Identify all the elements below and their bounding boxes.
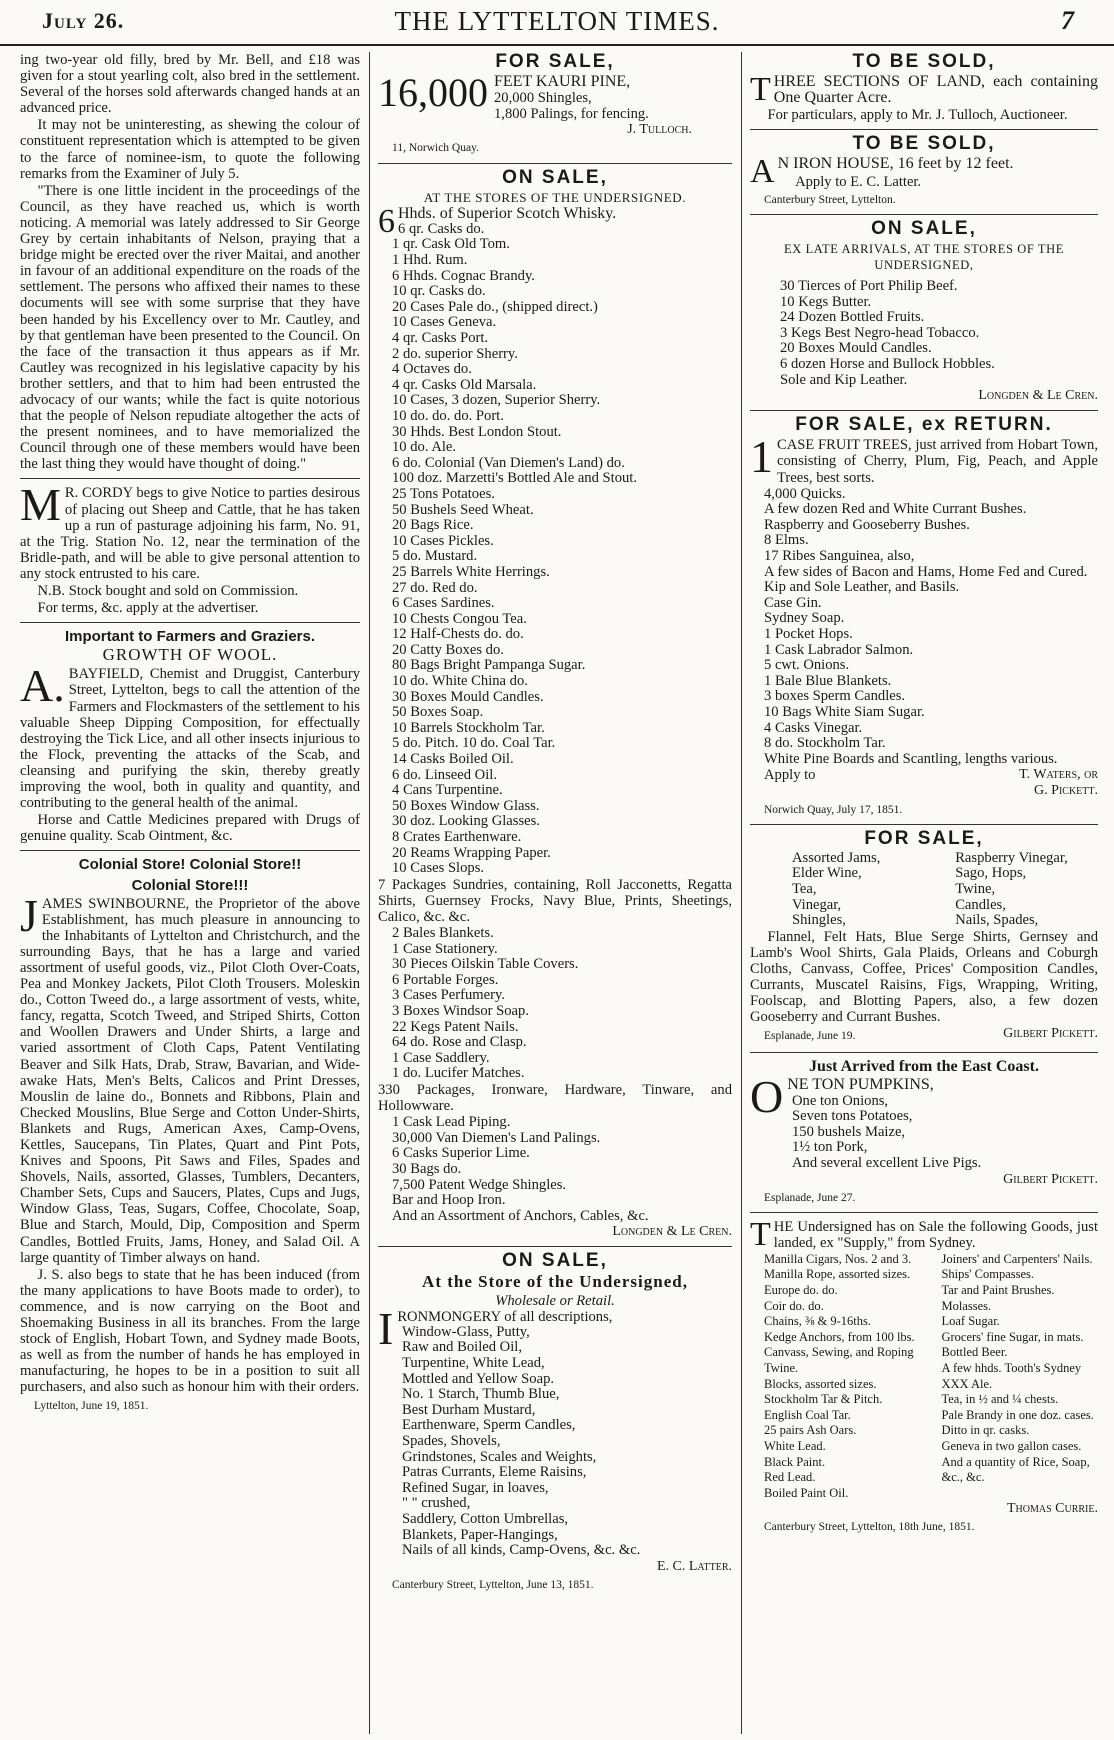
list-item: 1 Case Saddlery.	[392, 1049, 490, 1066]
list-item: Twine,	[955, 880, 996, 897]
list-item: 10 qr. Casks do.	[392, 283, 486, 300]
signature: Gilbert Pickett.	[1003, 1026, 1098, 1042]
dropcap: T	[750, 71, 771, 109]
dateline: Canterbury Street, Lyttelton, June 13, 1851.	[392, 1578, 594, 1591]
advert-text: HREE SECTIONS OF LAND, each containing One Quarter Acre.	[773, 73, 1098, 107]
advert-heading: ON SALE,	[871, 217, 977, 239]
stock-list	[750, 279, 1098, 388]
advert-text: Flannel, Felt Hats, Blue Serge Shirts, Gernsey and Lamb's Wool Shirts, Gala Plaids, Orleans and Coburgh Cloths, Canvass, Coffee, Prices' Composition Candles, Currants, Muscatel Raisins, Figs, Wrapping, Writing, Foolscap, and Blotting Papers, also, a few dozen Gooseberry and Currant Bushes.	[750, 928, 1098, 1026]
signature: Gilbert Pickett.	[1003, 1171, 1098, 1187]
dateline: Canterbury Street, Lyttelton.	[764, 193, 896, 206]
list-item: Refined Sugar, in loaves,	[402, 1479, 549, 1496]
stock-list	[378, 1325, 732, 1559]
list-item: 12 Half-Chests do. do.	[392, 626, 524, 643]
footer-row	[750, 1026, 1098, 1046]
list-item: 30,000 Van Diemen's Land Palings.	[392, 1129, 601, 1146]
list-item: White Pine Boards and Scantling, lengths various.	[764, 750, 1058, 767]
advert-text: Apply to E. C. Latter.	[795, 173, 922, 190]
pumpkins-advert	[750, 1059, 1098, 1205]
list-item: Sydney Soap.	[764, 610, 845, 627]
page-number: 7	[1061, 6, 1074, 35]
advert-line: FEET KAURI PINE,	[494, 73, 631, 91]
dropcap: M	[20, 479, 61, 531]
list-item: Candles,	[955, 896, 1006, 913]
signature: Longden & Le Cren.	[612, 1224, 732, 1240]
list-item: One ton Onions,	[792, 1092, 889, 1109]
dropcap: 6	[378, 202, 395, 240]
list-item: 20 Reams Wrapping Paper.	[392, 844, 551, 861]
list-item: 80 Bags Bright Pampanga Sugar.	[392, 657, 586, 674]
advert-text: J. S. also begs to state that he has been induced (from the many applications to have Boots made to order), to commence, and is now carrying on the Boot and Shoemaking Business in all its branches. From the large stock of English, Hobart Town, and Sydney made Boots, as well as from the number of hands he has employed in manufacturing, he hopes to be in a position to suit all purchasers, and also such as honour him with their orders.	[20, 1266, 360, 1396]
list-item: Assorted Jams,	[792, 849, 881, 866]
column-1	[20, 52, 360, 1734]
list-item: Molasses.	[941, 1298, 992, 1313]
column-2	[378, 52, 732, 1734]
list-item: 17 Ribes Sanguinea, also,	[764, 548, 915, 565]
stock-list	[378, 222, 732, 877]
list-item: Saddlery, Cotton Umbrellas,	[402, 1510, 569, 1527]
advert-heading: FOR SALE,	[864, 827, 984, 849]
list-item: Geneva in two gallon cases.	[941, 1439, 1082, 1453]
column-rule	[369, 52, 370, 1734]
dateline: Lyttelton, June 19, 1851.	[34, 1399, 149, 1412]
list-item: 4 qr. Casks Old Marsala.	[392, 376, 537, 393]
divider	[750, 824, 1098, 825]
list-item: Turpentine, White Lead,	[402, 1355, 545, 1371]
list-item: Pale Brandy in one doz. cases.	[941, 1407, 1094, 1422]
big-number: 16,000	[378, 70, 488, 116]
advert-heading: TO BE SOLD,	[852, 133, 996, 155]
list-item: White Lead.	[764, 1439, 826, 1453]
advert-heading: ON SALE,	[502, 1250, 608, 1272]
list-item: Black Paint.	[764, 1454, 826, 1469]
dateline: Norwich Quay, July 17, 1851.	[764, 803, 903, 816]
list-item: 30 Boxes Mould Candles.	[392, 688, 544, 705]
list-item: Stockholm Tar & Pitch.	[764, 1392, 883, 1407]
list-item: 10 do. White China do.	[392, 673, 528, 690]
divider	[20, 622, 360, 623]
list-item: Window-Glass, Putty,	[402, 1323, 530, 1340]
list-item: 8 Crates Earthenware.	[392, 829, 522, 845]
list-item: Mottled and Yellow Soap.	[402, 1370, 555, 1387]
divider	[750, 410, 1098, 411]
goods-column	[750, 1252, 921, 1502]
list-item: Manilla Rope, assorted sizes.	[764, 1267, 911, 1282]
advert-heading: TO BE SOLD,	[852, 52, 996, 72]
list-item: Kedge Anchors, from 100 lbs.	[764, 1329, 915, 1344]
dropcap: O	[750, 1071, 784, 1123]
list-item: 10 Cases Pickles.	[392, 532, 494, 549]
list-item: 30 doz. Looking Glasses.	[392, 813, 540, 830]
advert-heading: ON SALE,	[502, 166, 608, 188]
goods-column	[927, 1252, 1098, 1502]
list-item: 1 Pocket Hops.	[764, 626, 853, 642]
divider	[20, 478, 360, 479]
list-item: Joiners' and Carpenters' Nails.	[941, 1251, 1093, 1266]
advert-text: CASE FRUIT TREES, just arrived from Hobart Town, consisting of Cherry, Plum, Fig, Peach, and Apple Trees, best sorts.	[777, 437, 1098, 486]
advert-heading: FOR SALE, ex RETURN.	[795, 414, 1053, 436]
apply-row	[750, 767, 1098, 799]
list-item: A few sides of Bacon and Hams, Home Fed and Cured.	[764, 563, 1088, 580]
list-item: 1 do. Lucifer Matches.	[392, 1065, 525, 1082]
list-item: 6 do. Linseed Oil.	[392, 766, 497, 783]
cordy-notice	[20, 479, 360, 617]
goods-column	[778, 851, 935, 929]
list-item: 24 Dozen Bottled Fruits.	[780, 309, 925, 326]
list-item: 100 doz. Marzetti's Bottled Ale and Stout.	[392, 470, 638, 487]
dropcap: 1	[750, 431, 773, 483]
advert-heading: Colonial Store!!!	[131, 876, 249, 894]
list-item: 6 Hhds. Cognac Brandy.	[392, 267, 535, 284]
divider	[750, 1212, 1098, 1213]
dateline: Esplanade, June 27.	[764, 1191, 856, 1204]
goods-grid	[750, 1252, 1098, 1502]
list-item: 30 Pieces Oilskin Table Covers.	[392, 956, 579, 973]
list-item: 6 Casks Superior Lime.	[392, 1145, 530, 1162]
divider	[378, 1246, 732, 1247]
list-item: 25 Barrels White Herrings.	[392, 563, 550, 580]
list-item: 10 Cases, 3 dozen, Superior Sherry.	[392, 392, 601, 409]
list-item: 10 Cases Slops.	[392, 860, 485, 877]
list-item: 3 Kegs Best Negro-head Tobacco.	[780, 324, 980, 341]
list-item: 2 do. superior Sherry.	[392, 345, 518, 362]
list-item: And an Assortment of Anchors, Cables, &c.	[392, 1207, 649, 1224]
bayfield-advert	[20, 629, 360, 844]
list-item: Spades, Shovels,	[402, 1432, 501, 1449]
signature: Thomas Currie.	[1006, 1501, 1098, 1517]
advert-subheading: EX LATE ARRIVALS, AT THE STORES OF THE UNDERSIGNED,	[783, 241, 1064, 272]
advert-line: 1,800 Palings, for fencing.	[494, 106, 649, 123]
latter-advert	[378, 1250, 732, 1592]
dateline: Esplanade, June 19.	[764, 1030, 856, 1043]
list-item: 6 do. Colonial (Van Diemen's Land) do.	[392, 454, 625, 471]
advert-heading: Important to Farmers and Graziers.	[64, 628, 316, 646]
list-item: Grindstones, Scales and Weights,	[402, 1448, 597, 1465]
list-item: A few dozen Red and White Currant Bushes.	[764, 501, 1027, 518]
list-item: 20 Boxes Mould Candles.	[780, 340, 932, 357]
list-item: 8 Elms.	[764, 532, 809, 549]
advert-heading: Just Arrived from the East Coast.	[809, 1058, 1039, 1076]
apply-label: Apply to	[764, 767, 816, 784]
list-item: Raspberry Vinegar,	[955, 849, 1068, 866]
list-item: Nails, Spades,	[955, 912, 1039, 929]
list-item: 25 Tons Potatoes.	[392, 485, 495, 502]
goods-grid	[750, 851, 1098, 929]
stock-list	[750, 487, 1098, 768]
colonial-store-advert	[20, 857, 360, 1413]
issue-date: July 26.	[42, 8, 125, 33]
list-item: Best Durham Mustard,	[402, 1401, 536, 1418]
advert-text: BAYFIELD, Chemist and Druggist, Canterbury Street, Lyttelton, begs to call the attention of the Farmers and Flockmasters of the settlement to his valuable Sheep Dipping Composition, for effectually destroying the Tick Lice, and all other insects injurious to the Flock, preventing the attacks of the Scab, and cleansing and purifying the skin, thereby greatly improving the wool, both in quality and quantity, and contributing to the general health of the animal.	[20, 666, 360, 812]
column-3	[750, 52, 1098, 1734]
list-item: Blocks, assorted sizes.	[764, 1376, 877, 1391]
list-item: And several excellent Live Pigs.	[792, 1154, 982, 1171]
dropcap: J	[20, 889, 38, 941]
divider	[750, 1052, 1098, 1053]
list-item: 1 qr. Cask Old Tom.	[392, 236, 510, 253]
list-item: 4 Cans Turpentine.	[392, 782, 503, 799]
list-item: 4 qr. Casks Port.	[392, 330, 489, 346]
list-item: Sole and Kip Leather.	[780, 371, 908, 388]
advert-heading: Colonial Store! Colonial Store!!	[78, 856, 302, 874]
list-item: Boiled Paint Oil.	[764, 1485, 849, 1500]
list-item: Canvass, Sewing, and Roping Twine.	[764, 1345, 914, 1376]
list-item: Patras Currants, Eleme Raisins,	[402, 1464, 587, 1481]
stock-list	[750, 1094, 1098, 1172]
list-item: 6 dozen Horse and Bullock Hobbles.	[780, 356, 995, 372]
list-item: 27 do. Red do.	[392, 579, 478, 596]
list-item: 10 Cases Geneva.	[392, 314, 497, 331]
dateline: 11, Norwich Quay.	[392, 142, 479, 155]
dropcap: I	[378, 1302, 394, 1354]
list-item: Blankets, Paper-Hangings,	[402, 1526, 558, 1543]
list-item: 30 Hhds. Best London Stout.	[392, 423, 562, 440]
list-item: 4 Casks Vinegar.	[764, 719, 863, 736]
list-item: Coir do. do.	[764, 1298, 824, 1313]
list-item: 25 pairs Ash Oars.	[764, 1423, 857, 1438]
list-item: Ships' Compasses.	[941, 1267, 1035, 1282]
dropcap: A.	[20, 660, 65, 712]
list-item: 30 Bags do.	[392, 1160, 462, 1177]
stores-advert	[378, 166, 732, 1241]
list-item: 20 Bags Rice.	[392, 517, 474, 534]
list-item: Ditto in qr. casks.	[941, 1423, 1030, 1438]
list-item: 50 Bushels Seed Wheat.	[392, 501, 534, 518]
signature: J. Tulloch.	[627, 122, 692, 138]
list-item: 1 Bale Blue Blankets.	[764, 672, 892, 689]
signature: Longden & Le Cren.	[978, 388, 1098, 404]
list-item: 3 Cases Perfumery.	[392, 987, 505, 1004]
notice-note: For terms, &c. apply at the advertiser.	[37, 600, 259, 617]
list-item: Raw and Boiled Oil,	[402, 1339, 522, 1356]
kauri-advert	[378, 54, 732, 157]
list-item: Earthenware, Sperm Candles,	[402, 1417, 576, 1434]
list-item: 20 Catty Boxes do.	[392, 641, 504, 658]
stock-list	[378, 926, 732, 1082]
list-item: 1 Cask Labrador Salmon.	[764, 641, 914, 658]
list-item: And a quantity of Rice, Soap, &c., &c.	[941, 1454, 1090, 1485]
article-paragraph: It may not be uninteresting, as shewing the colour of constituent representation which is attempted to be given to the farce of nominee-ism, to quote the following remarks from the Examiner of July 5.	[20, 117, 360, 182]
list-item: Seven tons Potatoes,	[792, 1108, 913, 1125]
advert-subheading: AT THE STORES OF THE UNDERSIGNED.	[423, 189, 687, 205]
list-item: Kip and Sole Leather, and Basils.	[764, 579, 960, 596]
list-item: Case Gin.	[764, 594, 822, 611]
list-item: Red Lead.	[764, 1470, 816, 1485]
pickett-advert	[750, 827, 1098, 1047]
list-item: 4 Octaves do.	[392, 361, 472, 378]
list-item: 50 Boxes Soap.	[392, 704, 484, 721]
list-item: 3 Boxes Windsor Soap.	[392, 1003, 529, 1020]
dropcap: T	[750, 1215, 771, 1253]
list-item: 6 Portable Forges.	[392, 971, 499, 988]
list-item: 150 bushels Maize,	[792, 1123, 906, 1140]
list-item: 20 Cases Pale do., (shipped direct.)	[392, 298, 598, 315]
list-item: Manilla Cigars, Nos. 2 and 3.	[764, 1251, 912, 1266]
list-item: 2 Bales Blankets.	[392, 925, 494, 942]
list-item: Tea, in ½ and ¼ chests.	[941, 1392, 1059, 1407]
advert-text: N IRON HOUSE, 16 feet by 12 feet.	[777, 155, 1014, 173]
dropcap: A	[750, 153, 775, 191]
list-item: Bottled Beer.	[941, 1345, 1008, 1360]
divider	[20, 850, 360, 851]
land-advert	[750, 54, 1098, 123]
goods-column	[941, 851, 1098, 929]
list-item: 10 Barrels Stockholm Tar.	[392, 719, 545, 736]
list-item: 30 Tierces of Port Philip Beef.	[780, 278, 958, 295]
list-item: 10 Chests Congou Tea.	[392, 610, 527, 627]
masthead	[0, 0, 1114, 46]
list-item: Hhds. of Superior Scotch Whisky.	[398, 204, 617, 222]
list-item: Chains, ⅜ & 9-16ths.	[764, 1314, 871, 1329]
signature: G. Pickett.	[1034, 783, 1098, 799]
list-item: 1 Hhd. Rum.	[392, 252, 468, 269]
list-item: Grocers' fine Sugar, in mats.	[941, 1329, 1084, 1344]
list-item: Vinegar,	[792, 896, 842, 913]
list-item: Loaf Sugar.	[941, 1314, 1000, 1329]
advert-text: AMES SWINBOURNE, the Proprietor of the above Establishment, has much pleasure in announcing to the Inhabitants of Lyttelton and Christchurch, and the surrounding Bays, that he has a large and varied assortment of useful goods, viz., Pilot Cloth Over-Coats, Pea and Monkey Jackets, Pilot Cloth Trousers. Moleskin do., Cotton Tweed do., a large assortment of vests, white, fancy, regatta, Scotch Tweed, and Striped Shirts, Cotton and Woollen Drawers and Under Shirts, a large and varied assortment of Cloth Caps, Patent Ventilating Beaver and Silk Hats, Drab, Straw, Bavarian, and Wide-awake Hats, Men's Belts, Calicos and Print Dresses, Mouslin de laine do., Bonnets and Ribbons, Plain and Checked Mouslins, Blue Serge and Cotton Under-Shirts, Blankets and Rugs, American Axes, Camp-Ovens, Kettles, Saucepans, Tin Plates, Quart and Pint Pots, Knives and Spoons, Pit Saws and Files, Spades and Shovels, Nails, assorted, Glasses, Tumblers, Decanters, Chamber Sets, Cups and Saucers, Plates, Cups and Jugs, Window Glass, Teas, Sugars, Coffee, Chocolate, Soap, Blue and Starch, Mould, Dip, Composition and Sperm Candles, Bottled Fruits, Jams, Honey, and Salad Oil. A large quantity of Timber always on hand.	[20, 895, 360, 1266]
newspaper-title: THE LYTTELTON TIMES.	[394, 6, 720, 36]
house-advert	[750, 133, 1098, 207]
list-item: 1 Cask Lead Piping.	[392, 1114, 511, 1131]
list-item: Tea,	[792, 880, 817, 897]
signature: T. Waters, or	[1019, 767, 1098, 783]
list-item: 64 do. Rose and Clasp.	[392, 1034, 527, 1051]
list-item: 50 Boxes Window Glass.	[392, 797, 540, 814]
list-item: 8 do. Stockholm Tar.	[764, 735, 886, 752]
list-item: No. 1 Starch, Thumb Blue,	[402, 1386, 560, 1403]
divider	[750, 214, 1098, 215]
list-item: 10 Bags White Siam Sugar.	[764, 703, 925, 720]
list-item: 14 Casks Boiled Oil.	[392, 751, 514, 768]
article-quote: "There is one little incident in the proceedings of the Council, as they have reached us, which is worth noticing. A memorial was lately addressed to Sir George Grey by certain inhabitants of Nelson, praying that a bridge might be erected over the river Maitai, and another in favour of an additional expenditure on the roads of the settlement. The persons who affixed their names to these documents will see with some surprise that they have been handed by his Excellency over to Mr. Cautley, and by that gentleman have been presented to the Council. On the face of the transaction it thus appears as if Mr. Cautley was recognized in his legislative capacity by his brother settlers, and that to him had been entrusted the advocacy of our wants; while the fact is quite notorious that the people of Nelson repudiate altogether the acts of the present nominees, and to have memorialized the Council through one of these members would have been the last thing they would have thought of doing."	[20, 182, 360, 473]
list-item: " " crushed,	[402, 1495, 471, 1512]
list-item: English Coal Tar.	[764, 1407, 851, 1422]
list-item: 7,500 Patent Wedge Shingles.	[392, 1176, 567, 1193]
list-item: Tar and Paint Brushes.	[941, 1283, 1055, 1298]
article-paragraph: ing two-year old filly, bred by Mr. Bell, and £18 was given for a stout yearling colt, also bred in the settlement. Several of the horses sold afterwards changed hands at an advanced price.	[20, 52, 360, 117]
list-item: A few hhds. Tooth's Sydney XXX Ale.	[941, 1361, 1082, 1391]
list-item: 22 Kegs Patent Nails.	[392, 1018, 519, 1035]
dateline: Canterbury Street, Lyttelton, 18th June, 1851.	[764, 1521, 975, 1534]
return-advert	[750, 414, 1098, 817]
currie-advert	[750, 1215, 1098, 1536]
list-item: 5 do. Pitch. 10 do. Coal Tar.	[392, 735, 556, 752]
list-item: Bar and Hoop Iron.	[392, 1192, 506, 1209]
advert-line: 20,000 Shingles,	[494, 90, 592, 107]
stock-list	[378, 1115, 732, 1224]
list-item: 3 boxes Sperm Candles.	[764, 688, 906, 705]
list-item: 1½ ton Pork,	[792, 1139, 868, 1156]
list-item: 10 do. Ale.	[392, 439, 457, 456]
list-item: Raspberry and Gooseberry Bushes.	[764, 516, 970, 533]
list-item: 5 cwt. Onions.	[764, 657, 850, 674]
list-item: Nails of all kinds, Camp-Ovens, &c. &c.	[402, 1542, 641, 1559]
list-item: Shingles,	[792, 912, 846, 929]
list-item: Europe do. do.	[764, 1283, 838, 1298]
advert-subheading: GROWTH OF WOOL.	[102, 645, 278, 665]
arrivals-advert	[750, 217, 1098, 405]
list-paragraph: 7 Packages Sundries, containing, Roll Jacconetts, Regatta Shirts, Guernsey Frocks, Navy Blue, Prints, Sheetings, Calico, &c. &c.	[378, 876, 732, 925]
advert-italic: Wholesale or Retail.	[495, 1292, 615, 1309]
column-rule	[741, 52, 742, 1734]
notice-note: N.B. Stock bought and sold on Commission.	[37, 583, 299, 599]
advert-text: HE Undersigned has on Sale the following Goods, just landed, ex "Supply," from Sydney.	[773, 1218, 1098, 1251]
divider	[750, 129, 1098, 130]
list-item: NE TON PUMPKINS,	[787, 1076, 934, 1094]
list-item: RONMONGERY of all descriptions,	[397, 1308, 613, 1325]
advert-text: Horse and Cattle Medicines prepared with Drugs of genuine quality. Scab Ointment, &c.	[20, 812, 360, 845]
advert-subheading: At the Store of the Undersigned,	[422, 1271, 688, 1291]
notice-text: R. CORDY begs to give Notice to parties desirous of placing out Sheep and Cattle, that he has taken up a run of pasturage adjoining his farm, No. 91, at the Trig. Station No. 12, near the termination of the Bridle-path, and will be able to give personal attention to any stock entrusted to his care.	[20, 485, 360, 582]
list-item: 5 do. Mustard.	[392, 548, 478, 565]
signature-block	[931, 767, 1098, 799]
list-item: 6 qr. Casks do.	[398, 220, 485, 237]
list-item: Elder Wine,	[792, 865, 862, 882]
list-item: 4,000 Quicks.	[764, 485, 846, 502]
list-item: 1 Case Stationery.	[392, 940, 498, 957]
list-item: 10 Kegs Butter.	[780, 293, 872, 310]
advert-text: For particulars, apply to Mr. J. Tulloch, Auctioneer.	[767, 107, 1068, 124]
list-item: 6 Cases Sardines.	[392, 595, 495, 612]
list-paragraph: 330 Packages, Ironware, Hardware, Tinware, and Hollowware.	[378, 1082, 732, 1115]
signature: E. C. Latter.	[656, 1558, 732, 1574]
list-item: Sago, Hops,	[955, 865, 1027, 882]
advert-heading: FOR SALE,	[495, 52, 615, 72]
list-item: 10 do. do. do. Port.	[392, 407, 504, 424]
divider	[378, 163, 732, 164]
